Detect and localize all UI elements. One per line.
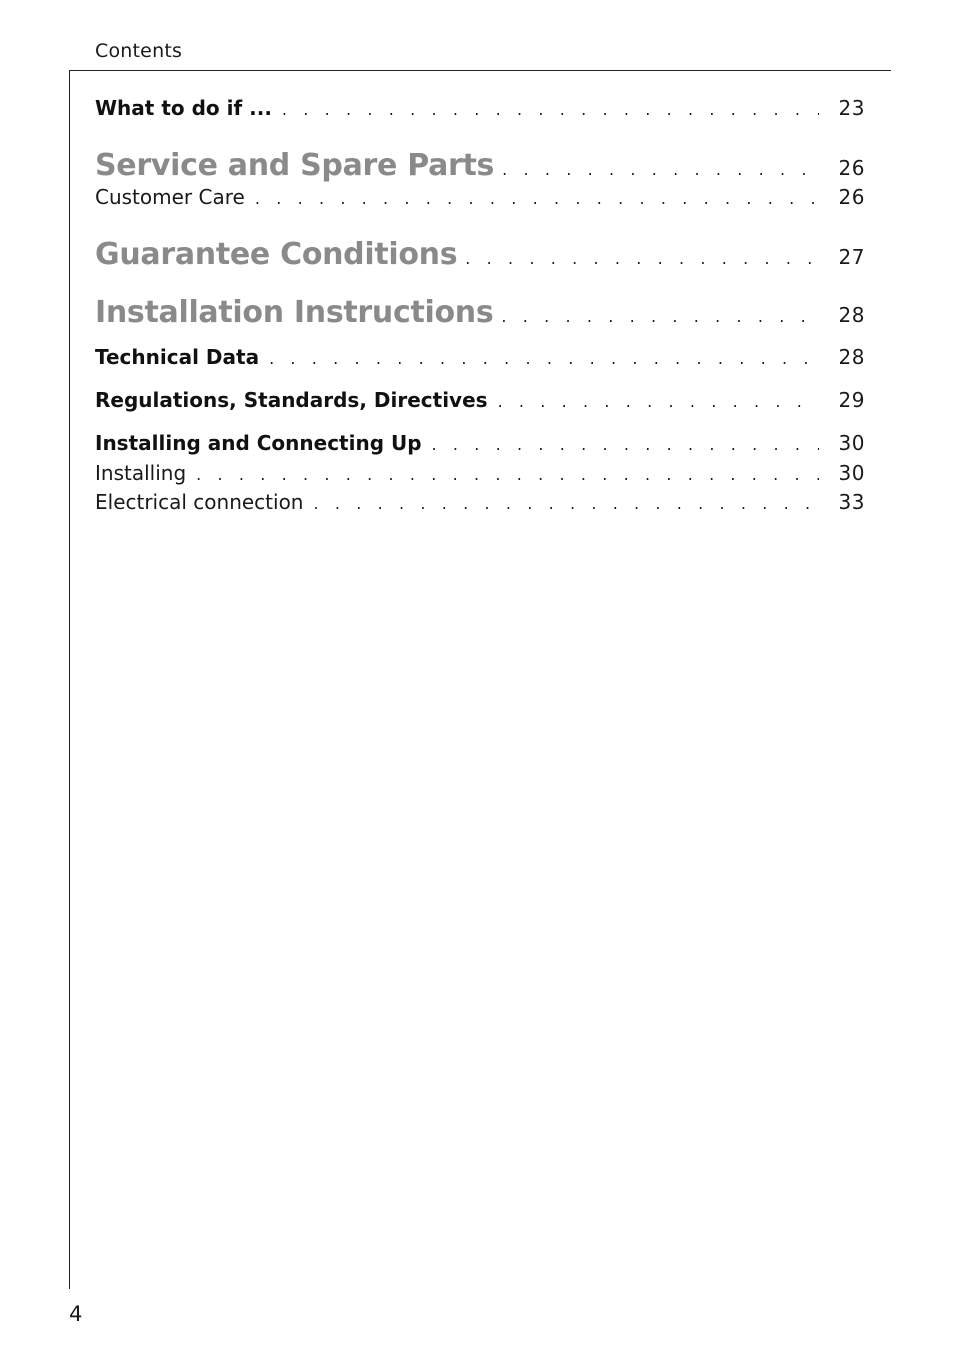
dot-leader xyxy=(465,249,818,268)
dot-leader xyxy=(432,435,819,454)
toc-entry-title: Electrical connection xyxy=(95,490,304,514)
toc-entry-page: 33 xyxy=(838,490,865,514)
toc-entry-title: Installing and Connecting Up xyxy=(95,431,422,455)
toc-entry-page: 28 xyxy=(838,345,865,369)
toc-entry-installing-and-connecting-up[interactable] xyxy=(95,431,865,455)
dot-leader xyxy=(502,160,818,179)
toc-entry-title: Installing xyxy=(95,461,187,485)
toc-entry-page: 23 xyxy=(838,96,865,120)
toc-entry-installation-instructions[interactable] xyxy=(95,295,865,330)
toc-entry-title: Installation Instructions xyxy=(95,295,494,330)
dot-leader xyxy=(196,465,818,484)
dot-leader xyxy=(313,494,818,513)
toc-entry-installing[interactable] xyxy=(95,461,865,485)
toc-entry-page: 26 xyxy=(838,156,865,180)
toc-entry-regulations[interactable] xyxy=(95,388,865,412)
toc-entry-page: 29 xyxy=(838,388,865,412)
toc-entry-technical-data[interactable] xyxy=(95,345,865,369)
toc-entry-title: Regulations, Standards, Directives xyxy=(95,388,488,412)
toc-entry-electrical-connection[interactable] xyxy=(95,490,865,514)
dot-leader xyxy=(269,349,818,368)
toc-entry-title: Guarantee Conditions xyxy=(95,237,458,272)
running-head: Contents xyxy=(95,40,183,62)
page-number: 4 xyxy=(69,1302,83,1326)
toc-entry-service-and-spare-parts[interactable] xyxy=(95,148,865,183)
dot-leader xyxy=(501,307,818,326)
toc-entry-page: 30 xyxy=(838,461,865,485)
toc-entry-title: What to do if ... xyxy=(95,96,272,120)
left-margin-rule xyxy=(69,70,70,1289)
toc-entry-customer-care[interactable] xyxy=(95,185,865,209)
toc-entry-page: 28 xyxy=(838,303,865,327)
top-rule xyxy=(69,70,891,71)
toc-entry-title: Service and Spare Parts xyxy=(95,148,495,183)
dot-leader xyxy=(255,189,819,208)
toc-entry-page: 26 xyxy=(838,185,865,209)
toc-entry-page: 30 xyxy=(838,431,865,455)
toc-entry-title: Customer Care xyxy=(95,185,245,209)
toc-entry-page: 27 xyxy=(838,245,865,269)
toc-entry-guarantee-conditions[interactable] xyxy=(95,237,865,272)
toc-entry-what-to-do-if[interactable] xyxy=(95,96,865,120)
dot-leader xyxy=(282,100,819,119)
toc-entry-title: Technical Data xyxy=(95,345,260,369)
dot-leader xyxy=(498,392,819,411)
